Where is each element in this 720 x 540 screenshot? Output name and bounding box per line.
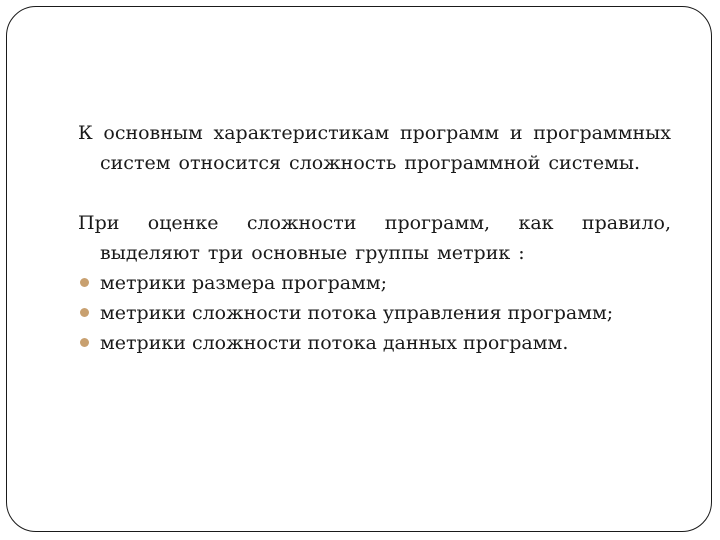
bullet-dot-icon	[80, 278, 89, 287]
list-item-label: метрики сложности потока управления программ;	[100, 302, 614, 324]
list-item-label: метрики сложности потока данных программ.	[100, 332, 569, 354]
list-item	[78, 298, 671, 328]
list-item	[78, 328, 671, 358]
list-item	[78, 268, 671, 298]
paragraph-complexity-definition: К основным характеристикам программ и программных систем относится сложность программной системы.	[78, 122, 671, 174]
list-item-label: метрики размера программ;	[100, 272, 388, 294]
bullet-dot-icon	[80, 308, 89, 317]
bullet-dot-icon	[80, 338, 89, 347]
slide-content	[78, 118, 671, 358]
metric-groups-list	[78, 268, 671, 358]
paragraph-metric-groups-intro: При оценке сложности программ, как правило, выделяют три основные группы метрик :	[78, 212, 671, 264]
